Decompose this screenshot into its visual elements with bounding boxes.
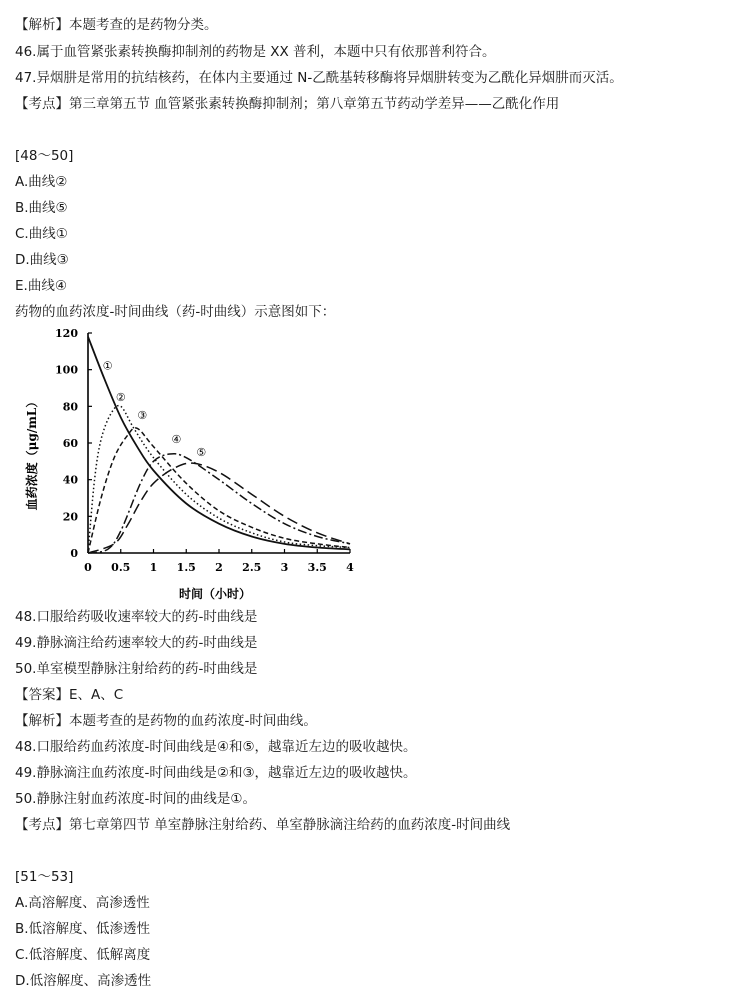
option-d: D.曲线③ — [15, 252, 69, 268]
option-e: E.曲线④ — [15, 278, 67, 294]
option-b: B.曲线⑤ — [15, 200, 68, 216]
answer-46: 46.属于血管紧张素转换酶抑制剂的药物是 XX 普利，本题中只有依那普利符合。 — [15, 44, 496, 60]
option-a: A.曲线② — [15, 174, 68, 190]
option-d-2: D.低溶解度、高渗透性 — [15, 973, 152, 989]
curve-label-1: ① — [102, 359, 113, 373]
curve-5 — [88, 463, 350, 553]
y-axis-label: 血药浓度（μg/mL） — [25, 395, 39, 511]
y-tick-label: 80 — [62, 400, 78, 414]
key-point-1: 【考点】第三章第五节 血管紧张素转换酶抑制剂；第八章第五节药动学差异——乙酰化作用 — [15, 96, 560, 112]
curve-label-3: ③ — [137, 409, 148, 423]
analysis-line-1: 【解析】本题考查的是药物分类。 — [15, 17, 218, 33]
key-point-2: 【考点】第七章第四节 单室静脉注射给药、单室静脉滴注给药的血药浓度-时间曲线 — [15, 817, 511, 833]
concentration-time-chart — [20, 325, 360, 603]
x-tick-label: 3 — [280, 561, 289, 574]
x-tick-label: 1.5 — [176, 561, 196, 574]
y-tick-label: 100 — [55, 363, 78, 377]
question-range: [48～50] — [15, 148, 74, 164]
chart-intro: 药物的血药浓度-时间曲线（药-时曲线）示意图如下： — [15, 304, 336, 320]
x-tick-label: 0 — [84, 561, 92, 574]
y-tick-label: 40 — [62, 473, 78, 487]
option-c-2: C.低溶解度、低解离度 — [15, 947, 151, 963]
curve-label-2: ② — [115, 390, 126, 404]
answer-47: 47.异烟肼是常用的抗结核药，在体内主要通过 N-乙酰基转移酶将异烟肼转变为乙酰化异烟肼而灭活。 — [15, 70, 623, 86]
option-c: C.曲线① — [15, 226, 68, 242]
y-tick-label: 60 — [62, 437, 78, 450]
x-tick-label: 4 — [346, 561, 354, 574]
x-tick-label: 3.5 — [307, 561, 327, 574]
x-tick-label: 1 — [149, 561, 158, 574]
question-49: 49.静脉滴注给药速率较大的药-时曲线是 — [15, 635, 258, 651]
explain-49: 49.静脉滴注血药浓度-时间曲线是②和③，越靠近左边的吸收越快。 — [15, 765, 417, 781]
y-tick-label: 20 — [62, 510, 78, 524]
question-48: 48.口服给药吸收速率较大的药-时曲线是 — [15, 609, 258, 625]
y-tick-label: 120 — [55, 327, 78, 340]
x-axis-label: 时间（小时） — [178, 587, 252, 601]
explain-48: 48.口服给药血药浓度-时间曲线是④和⑤，越靠近左边的吸收越快。 — [15, 739, 417, 755]
x-tick-label: 2 — [215, 561, 223, 574]
y-tick-label: 0 — [70, 547, 78, 560]
option-a-2: A.高溶解度、高渗透性 — [15, 895, 150, 911]
question-range-2: [51～53] — [15, 869, 74, 885]
option-b-2: B.低溶解度、低渗透性 — [15, 921, 151, 937]
curve-label-4: ④ — [171, 433, 182, 446]
curve-4 — [88, 454, 350, 553]
x-tick-label: 2.5 — [242, 561, 262, 574]
answer-line: 【答案】E、A、C — [15, 687, 124, 703]
x-tick-label: 0.5 — [111, 561, 131, 574]
analysis-line-2: 【解析】本题考查的是药物的血药浓度-时间曲线。 — [15, 713, 317, 729]
question-50: 50.单室模型静脉注射给药的药-时曲线是 — [15, 661, 258, 677]
curve-label-5: ⑤ — [196, 445, 207, 459]
explain-50: 50.静脉注射血药浓度-时间的曲线是①。 — [15, 791, 256, 807]
